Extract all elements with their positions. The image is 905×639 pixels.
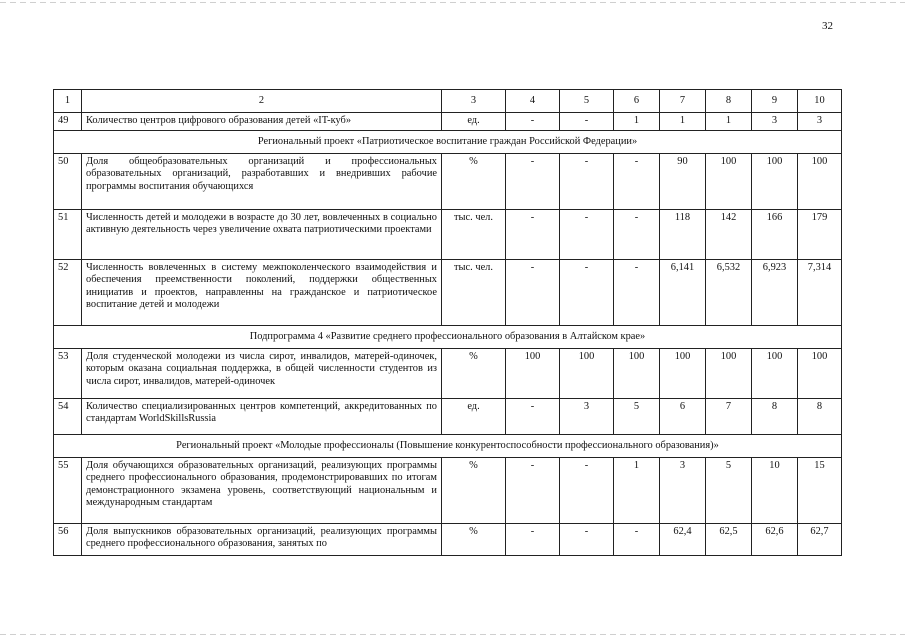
unit-cell: %: [442, 154, 506, 210]
value-cell: 3: [798, 113, 842, 131]
value-cell: 62,6: [752, 524, 798, 556]
header-cell: 3: [442, 90, 506, 113]
section-header-row: [54, 435, 842, 458]
indicator-name-cell: Количество центров цифрового образования детей «IT-куб»: [82, 113, 442, 131]
header-cell: 10: [798, 90, 842, 113]
row-number-cell: 52: [54, 260, 82, 326]
value-cell: 90: [660, 154, 706, 210]
unit-cell: %: [442, 349, 506, 399]
value-cell: 8: [752, 399, 798, 435]
unit-cell: тыс. чел.: [442, 210, 506, 260]
value-cell: 100: [560, 349, 614, 399]
value-cell: -: [506, 113, 560, 131]
value-cell: -: [560, 210, 614, 260]
table-row: [54, 210, 842, 260]
row-number-cell: 53: [54, 349, 82, 399]
section-title: Подпрограмма 4 «Развитие среднего профессионального образования в Алтайском крае»: [54, 326, 842, 349]
header-cell: 2: [82, 90, 442, 113]
value-cell: 62,4: [660, 524, 706, 556]
unit-cell: ед.: [442, 399, 506, 435]
table-row: [54, 260, 842, 326]
value-cell: 5: [614, 399, 660, 435]
value-cell: -: [506, 210, 560, 260]
table-row: [54, 349, 842, 399]
value-cell: 7: [706, 399, 752, 435]
page-number: 32: [822, 20, 833, 32]
value-cell: 100: [614, 349, 660, 399]
value-cell: -: [506, 524, 560, 556]
row-number-cell: 51: [54, 210, 82, 260]
header-cell: 7: [660, 90, 706, 113]
value-cell: -: [506, 458, 560, 524]
value-cell: -: [614, 260, 660, 326]
header-cell: 8: [706, 90, 752, 113]
value-cell: -: [560, 113, 614, 131]
value-cell: 100: [752, 154, 798, 210]
table-row: [54, 524, 842, 556]
value-cell: 100: [506, 349, 560, 399]
value-cell: 100: [798, 154, 842, 210]
section-title: Региональный проект «Молодые профессионалы (Повышение конкурентоспособности профессионального образования)»: [54, 435, 842, 458]
row-number-cell: 49: [54, 113, 82, 131]
table-row: [54, 399, 842, 435]
indicator-name-cell: Доля студенческой молодежи из числа сирот, инвалидов, матерей-одиночек, которым оказана социальная поддержка, в общей численности студентов из числа сирот, инвалидов, матерей-одиночек: [82, 349, 442, 399]
value-cell: 7,314: [798, 260, 842, 326]
value-cell: 179: [798, 210, 842, 260]
value-cell: 3: [660, 458, 706, 524]
value-cell: 8: [798, 399, 842, 435]
value-cell: -: [614, 210, 660, 260]
value-cell: 6,923: [752, 260, 798, 326]
table-header-row: [54, 90, 842, 113]
value-cell: 1: [706, 113, 752, 131]
value-cell: -: [560, 154, 614, 210]
section-header-row: [54, 131, 842, 154]
value-cell: 15: [798, 458, 842, 524]
value-cell: 118: [660, 210, 706, 260]
indicator-name-cell: Доля общеобразовательных организаций и профессиональных образовательных организаций, разработавших и внедривших рабочие программы воспитания обучающихся: [82, 154, 442, 210]
value-cell: 100: [660, 349, 706, 399]
table-row: [54, 458, 842, 524]
header-cell: 1: [54, 90, 82, 113]
value-cell: 62,7: [798, 524, 842, 556]
section-title: Региональный проект «Патриотическое воспитание граждан Российской Федерации»: [54, 131, 842, 154]
value-cell: 142: [706, 210, 752, 260]
value-cell: 3: [560, 399, 614, 435]
value-cell: 5: [706, 458, 752, 524]
value-cell: 1: [614, 113, 660, 131]
scan-edge-top: [0, 2, 905, 3]
value-cell: 100: [752, 349, 798, 399]
value-cell: 10: [752, 458, 798, 524]
row-number-cell: 55: [54, 458, 82, 524]
value-cell: 100: [706, 349, 752, 399]
indicator-name-cell: Доля выпускников образовательных организаций, реализующих программы среднего профессионального образования, занятых по: [82, 524, 442, 556]
value-cell: -: [614, 154, 660, 210]
header-cell: 9: [752, 90, 798, 113]
unit-cell: %: [442, 458, 506, 524]
unit-cell: ед.: [442, 113, 506, 131]
value-cell: -: [506, 399, 560, 435]
indicators-table: [53, 89, 842, 556]
value-cell: 166: [752, 210, 798, 260]
indicator-name-cell: Количество специализированных центров компетенций, аккредитованных по стандартам WorldSkillsRussia: [82, 399, 442, 435]
value-cell: -: [560, 260, 614, 326]
table-row: [54, 113, 842, 131]
row-number-cell: 54: [54, 399, 82, 435]
value-cell: 100: [798, 349, 842, 399]
value-cell: 6,141: [660, 260, 706, 326]
value-cell: 3: [752, 113, 798, 131]
value-cell: 62,5: [706, 524, 752, 556]
value-cell: -: [560, 524, 614, 556]
unit-cell: %: [442, 524, 506, 556]
value-cell: 6,532: [706, 260, 752, 326]
value-cell: 1: [660, 113, 706, 131]
unit-cell: тыс. чел.: [442, 260, 506, 326]
indicator-name-cell: Доля обучающихся образовательных организаций, реализующих программы среднего профессионального образования, продемонстрировавших по итогам демонстрационного экзамена уровень, соответствующий национальным и международным стандартам: [82, 458, 442, 524]
scan-edge-bottom: [0, 634, 905, 635]
value-cell: -: [506, 154, 560, 210]
section-header-row: [54, 326, 842, 349]
row-number-cell: 56: [54, 524, 82, 556]
indicator-name-cell: Численность детей и молодежи в возрасте до 30 лет, вовлеченных в социально активную деятельность через увеличение охвата патриотическими проектами: [82, 210, 442, 260]
header-cell: 6: [614, 90, 660, 113]
value-cell: -: [506, 260, 560, 326]
value-cell: 100: [706, 154, 752, 210]
header-cell: 4: [506, 90, 560, 113]
value-cell: -: [560, 458, 614, 524]
indicator-name-cell: Численность вовлеченных в систему межпоколенческого взаимодействия и обеспечения преемственности поколений, поддержки общественных инициатив и проектов, направленны на гражданское и патриотическое воспитание детей и молодежи: [82, 260, 442, 326]
row-number-cell: 50: [54, 154, 82, 210]
header-cell: 5: [560, 90, 614, 113]
table-row: [54, 154, 842, 210]
value-cell: 6: [660, 399, 706, 435]
value-cell: 1: [614, 458, 660, 524]
value-cell: -: [614, 524, 660, 556]
